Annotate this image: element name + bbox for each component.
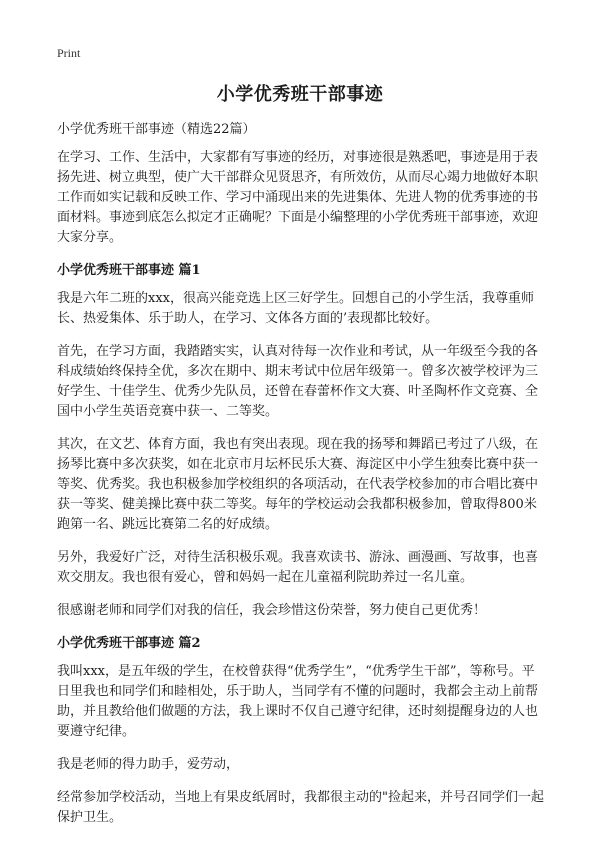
document-body — [57, 120, 547, 841]
paragraph: 很感谢老师和同学们对我的信任，我会珍惜这份荣誉，努力使自己更优秀！ — [57, 603, 487, 618]
paragraph: 其次，在文艺、体育方面，我也有突出表现。现在我的扬琴和舞蹈已考过了八级，在扬琴比赛中多次获奖，如在北京市月坛杯民乐大赛、海淀区中小学生独奏比赛中获一等奖、优秀奖。我也积极参加学校组织的各项活动，在代表学校参加的市合唱比赛中获一等奖、健美操比赛中获二等奖。每年的学校运动会我都积极参加，曾取得800米跑第一名、跳远比赛第二名的好成绩。 — [57, 437, 539, 532]
print-link[interactable]: Print — [57, 46, 81, 60]
section-heading: 小学优秀班干部事迹 篇1 — [57, 263, 201, 278]
section-heading: 小学优秀班干部事迹 篇2 — [57, 636, 201, 651]
paragraph: 经常参加学校活动，当地上有果皮纸屑时，我都很主动的"捡起来，并号召同学们一起保护卫生。 — [57, 790, 544, 825]
intro-paragraph: 在学习、工作、生活中，大家都有写事迹的经历，对事迹很是熟悉吧，事迹是用于表扬先进、树立典型，使广大干部群众见贤思齐，有所效仿，从而尽心竭力地做好本职工作而如实记载和反映工作、学习中涌现出来的先进集体、先进人物的优秀事迹的书面材料。事迹到底怎么拟定才正确呢？下面是小编整理的小学优秀班干部事迹，欢迎大家分享。 — [57, 150, 539, 245]
paragraph: 首先，在学习方面，我踏踏实实，认真对待每一次作业和考试，从一年级至今我的各科成绩始终保持全优，多次在期中、期末考试中位居年级第一。曾多次被学校评为三好学生、十佳学生、优秀少先队员，还曾在春蕾杯作文大赛、叶圣陶杯作文竞赛、全国中小学生英语竞赛中获一、二等奖。 — [57, 344, 539, 419]
paragraph: 我是老师的得力助手，爱劳动， — [57, 757, 240, 772]
paragraph: 另外，我爱好广泛，对待生活积极乐观。我喜欢读书、游泳、画漫画、写故事，也喜欢交朋友。我也很有爱心，曾和妈妈一起在儿童福利院助养过一名儿童。 — [57, 550, 539, 585]
paragraph: 我是六年二班的xxx，很高兴能竞选上区三好学生。回想自己的小学生活，我尊重师长、热爱集体、乐于助人，在学习、文体各方面的’表现都比较好。 — [57, 291, 534, 326]
document-subtitle: 小学优秀班干部事迹（精选22篇） — [57, 122, 256, 137]
page-title: 小学优秀班干部事迹 — [216, 84, 384, 105]
paragraph: 我叫xxx，是五年级的学生，在校曾获得“优秀学生”，“优秀学生干部”，等称号。平日里我也和同学们和睦相处，乐于助人，当同学有不懂的问题时，我都会主动上前帮助，并且教给他们做题的方法，我上课时不仅自己遵守纪律，还时刻提醒身边的人也要遵守纪律。 — [57, 664, 539, 739]
